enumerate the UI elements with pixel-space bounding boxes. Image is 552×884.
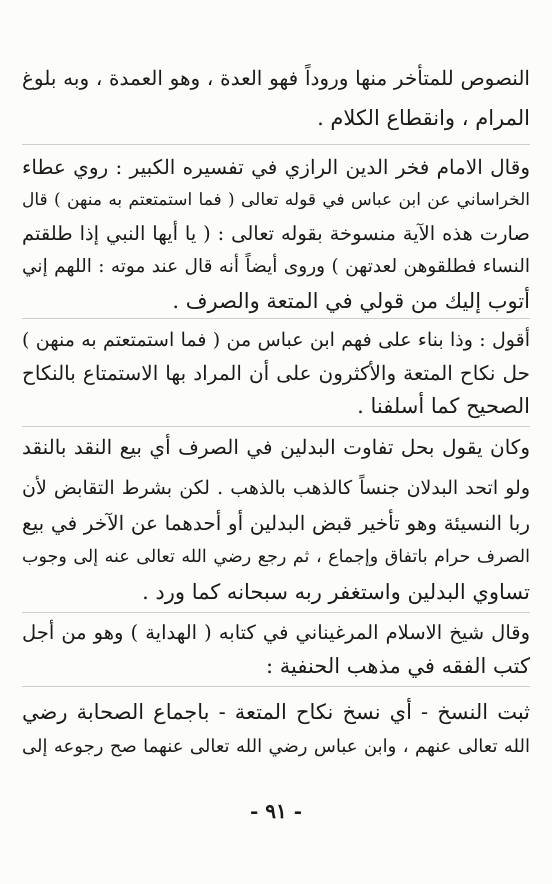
text-line-12: ولو اتحد البدلان جنساً كالذهب بالذهب . لكن بشرط التقابض لأن [22,477,530,499]
text-line-1: النصوص للمتأخر منها وروداً فهو العدة ، وهو العمدة ، وبه بلوغ [22,66,530,90]
text-line-9: حل نكاح المتعة والأكثرون على أن المراد بها الاستمتاع بالنكاح [22,361,530,385]
text-line-19: الله تعالى عنهم ، وابن عباس رضي الله تعالى عنهما صح رجوعه إلى [22,736,530,757]
text-line-7: أتوب إليك من قولي في المتعة والصرف . [172,289,530,313]
page-number: - ٩١ - [249,799,302,823]
text-line-4: الخراساني عن ابن عباس في قوله تعالى ( فما استمتعتم به منهن ) قال [22,190,530,210]
text-line-5: صارت هذه الآية منسوخة بقوله تعالى : ( يا أيها النبي إذا طلقتم [22,222,530,245]
text-line-17: كتب الفقه في مذهب الحنفية : [266,654,530,678]
text-line-15: تساوي البدلين واستغفر ربه سبحانه كما ورد . [142,580,530,604]
text-line-18: ثبت النسخ - أي نسخ نكاح المتعة - باجماع الصحابة رضي [22,700,530,724]
paragraph-separator [22,686,530,687]
text-line-11: وكان يقول بحل تفاوت البدلين في الصرف أي بيع النقد بالنقد [22,435,530,459]
paragraph-separator [22,318,530,319]
text-line-2: المرام ، وانقطاع الكلام . [317,106,530,130]
text-line-8: أقول : وذا بناء على فهم ابن عباس من ( فما استمتعتم به منهن ) [22,329,530,351]
text-line-3: وقال الامام فخر الدين الرازي في تفسيره الكبير : روي عطاء [22,155,530,179]
text-line-10: الصحيح كما أسلفنا . [357,394,530,418]
paragraph-separator [22,144,530,145]
text-line-6: النساء فطلقوهن لعدتهن ) وروى أيضاً أنه قال عند موته : اللهم إني [22,256,530,277]
text-line-14: الصرف حرام باتفاق وإجماع ، ثم رجع رضي الله تعالى عنه إلى وجوب [22,547,530,567]
text-line-13: ربا النسيئة وهو تأخير قبض البدلين أو أحدهما عن الآخر في بيع [22,511,530,535]
text-line-16: وقال شيخ الاسلام المرغيناني في كتابه ( الهداية ) وهو من أجل [22,621,530,644]
